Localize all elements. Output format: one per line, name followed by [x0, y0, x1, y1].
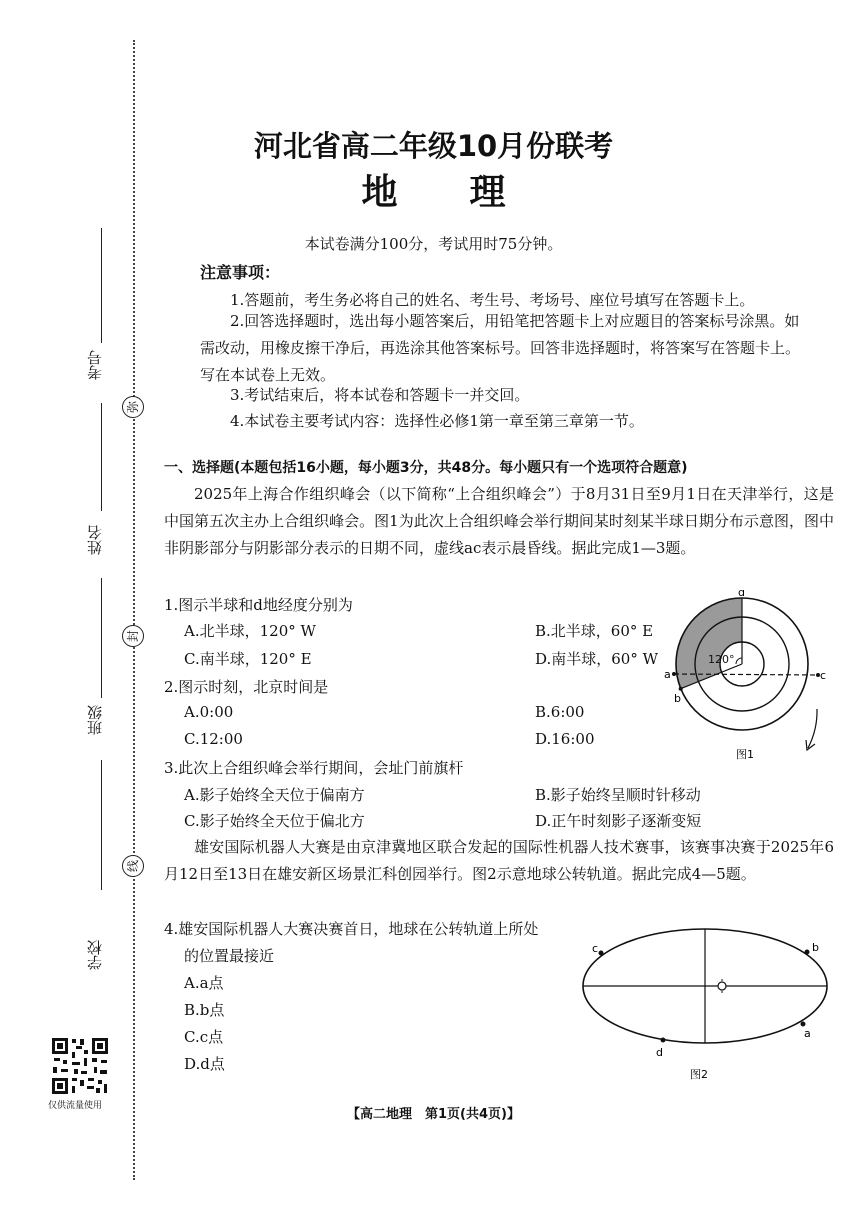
fig2-label-a: a — [804, 1027, 811, 1040]
fig1-angle-label: 120° — [708, 653, 735, 666]
seal-mark-2: 封 — [122, 625, 144, 647]
fig1-caption: 图1 — [736, 748, 754, 761]
q4-stem-line2: 的位置最接近 — [184, 947, 275, 965]
note-1: 1.答题前，考生务必将自己的姓名、考生号、考场号、座位号填写在答题卡上。 — [230, 291, 755, 309]
q2-option-c[interactable]: C.12:00 — [184, 730, 243, 748]
note-3: 3.考试结束后，将本试卷和答题卡一并交回。 — [230, 386, 530, 404]
field-line-exam-number-2 — [101, 403, 103, 511]
seal-mark-1: 弥 — [122, 396, 144, 418]
q2-stem: 2.图示时刻，北京时间是 — [164, 678, 329, 696]
field-line-class[interactable] — [101, 760, 103, 890]
note-2: 2.回答选择题时，选出每小题答案后，用铅笔把答题卡上对应题目的答案标号涂黑。如需改动，用橡皮擦干净后，再选涂其他答案标号。回答非选择题时，将答案写在答题卡上。写在本试卷上无效。 — [200, 312, 801, 384]
q2-option-b[interactable]: B.6:00 — [535, 703, 585, 721]
fig1-label-d: d — [738, 590, 745, 599]
q4-option-d[interactable]: D.d点 — [184, 1055, 225, 1073]
q4-option-b[interactable]: B.b点 — [184, 1001, 225, 1019]
fig2-label-c: c — [592, 942, 599, 955]
q3-option-a[interactable]: A.影子始终全天位于偏南方 — [184, 786, 365, 804]
field-line-name[interactable] — [101, 578, 103, 698]
figure-1 — [660, 590, 840, 765]
qr-code-icon — [50, 1036, 110, 1096]
field-label-name: 姓名 — [86, 525, 104, 555]
q3-option-c[interactable]: C.影子始终全天位于偏北方 — [184, 812, 365, 830]
passage-2: 雄安国际机器人大赛是由京津冀地区联合发起的国际性机器人技术赛事，该赛事决赛于2025年6月12日至13日在雄安新区场景汇科创园举行。图2示意地球公转轨道。据此完成4—5题。 — [164, 838, 834, 883]
fig2-label-d: d — [656, 1046, 663, 1059]
notes-heading: 注意事项： — [200, 263, 281, 282]
q3-option-d[interactable]: D.正午时刻影子逐渐变短 — [535, 812, 702, 830]
q1-option-a[interactable]: A.北半球，120° W — [184, 622, 316, 640]
q1-option-c[interactable]: C.南半球，120° E — [184, 650, 312, 668]
fig1-label-c: c — [820, 669, 827, 682]
fig1-label-a: a — [664, 668, 671, 681]
section-heading: 一、选择题(本题包括16小题，每小题3分，共48分。每小题只有一个选项符合题意) — [164, 460, 688, 476]
q1-stem: 1.图示半球和d地经度分别为 — [164, 596, 353, 614]
figure-2 — [578, 918, 838, 1088]
q1-option-b[interactable]: B.北半球，60° E — [535, 622, 654, 640]
field-label-exam-number: 考号 — [86, 350, 104, 380]
page-footer: 【高二地理 第1页(共4页)】 — [347, 1107, 520, 1122]
field-label-class: 班级 — [86, 705, 104, 735]
seal-mark-3: 线 — [122, 855, 144, 877]
subject-title: 地 理 — [361, 172, 506, 213]
fig1-label-b: b — [674, 692, 681, 705]
note-4: 4.本试卷主要考试内容：选择性必修1第一章至第三章第一节。 — [230, 412, 644, 430]
exam-title: 河北省高二年级10月份联考 — [253, 129, 614, 163]
passage-1: 2025年上海合作组织峰会（以下简称“上合组织峰会”）于8月31日至9月1日在天津举行，这是中国第五次主办上合组织峰会。图1为此次上合组织峰会举行期间某时刻某半球日期分布示意图，图中非阴影部分与阴影部分表示的日期不同，虚线ac表示晨昏线。据此完成1—3题。 — [164, 485, 834, 557]
q3-stem: 3.此次上合组织峰会举行期间，会址门前旗杆 — [164, 759, 464, 777]
q1-option-d[interactable]: D.南半球，60° W — [535, 650, 659, 668]
q4-option-c[interactable]: C.c点 — [184, 1028, 224, 1046]
q2-option-a[interactable]: A.0:00 — [184, 703, 234, 721]
qr-caption: 仅供流量使用 — [48, 1101, 103, 1111]
fig2-caption: 图2 — [690, 1068, 708, 1081]
field-label-school: 学校 — [86, 940, 104, 970]
fig2-label-b: b — [812, 941, 819, 954]
q4-stem-line1: 4.雄安国际机器人大赛决赛首日，地球在公转轨道上所处 — [164, 920, 539, 938]
exam-info: 本试卷满分100分，考试用时75分钟。 — [304, 235, 563, 253]
q3-option-b[interactable]: B.影子始终呈顺时针移动 — [535, 786, 701, 804]
q4-option-a[interactable]: A.a点 — [184, 974, 224, 992]
q2-option-d[interactable]: D.16:00 — [535, 730, 595, 748]
